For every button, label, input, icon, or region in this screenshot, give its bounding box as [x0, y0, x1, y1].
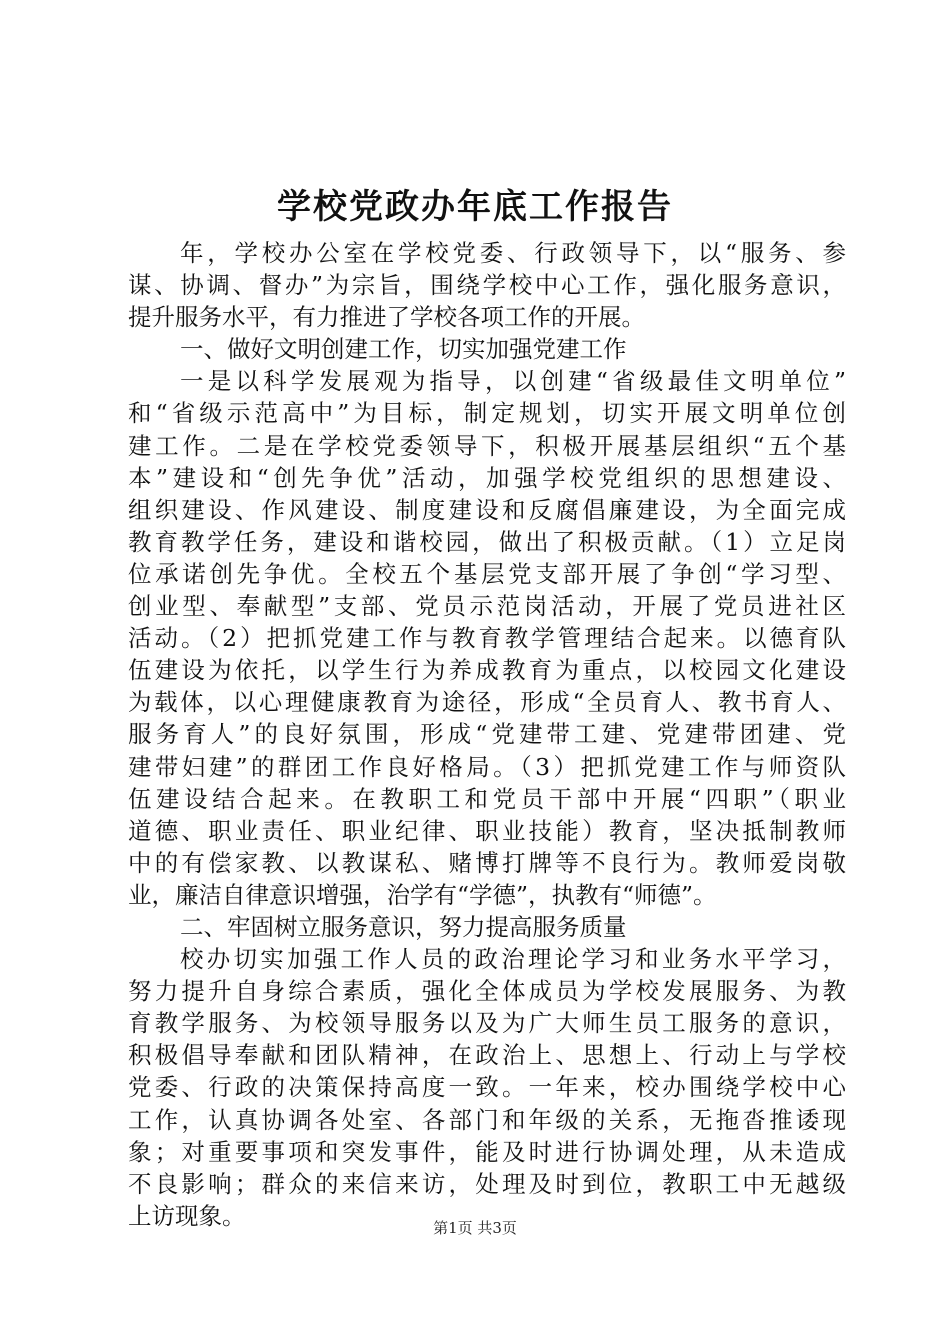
section-heading: 二、牢固树立服务意识，努力提高服务质量 — [180, 912, 627, 941]
text-line: 一是以科学发展观为指导，以创建“省级最佳文明单位” — [180, 367, 846, 396]
text-line: 中的有偿家教、以教谋私、赌博打牌等不良行为。教师爱岗敬 — [128, 848, 846, 877]
text-line: 位承诺创先争优。全校五个基层党支部开展了争创“学习型、 — [128, 559, 846, 588]
text-line: 业，廉洁自律意识增强，治学有“学德”，执教有“师德”。 — [128, 880, 717, 909]
text-line: 伍建设为依托，以学生行为养成教育为重点，以校园文化建设 — [128, 656, 846, 685]
text-line: 工作，认真协调各处室、各部门和年级的关系，无拖沓推诿现 — [128, 1105, 846, 1134]
page-number-footer: 第1页 共3页 — [433, 1219, 517, 1237]
text-line: 服务育人”的良好氛围，形成“党建带工建、党建带团建、党 — [128, 720, 846, 749]
text-line: 年，学校办公室在学校党委、行政领导下，以“服务、参 — [180, 239, 846, 267]
text-line: 建带妇建”的群团工作良好格局。（3）把抓党建工作与师资队 — [128, 752, 846, 781]
text-line: 活动。（2）把抓党建工作与教育教学管理结合起来。以德育队 — [128, 624, 846, 653]
text-line: 党委、行政的决策保持高度一致。一年来，校办围绕学校中心 — [128, 1073, 846, 1102]
section-heading: 一、做好文明创建工作，切实加强党建工作 — [180, 335, 627, 364]
text-line: 不良影响；群众的来信来访，处理及时到位，教职工中无越级 — [128, 1169, 846, 1198]
text-line: 提升服务水平，有力推进了学校各项工作的开展。 — [128, 303, 645, 332]
text-line: 积极倡导奉献和团队精神，在政治上、思想上、行动上与学校 — [128, 1041, 846, 1070]
text-line: 创业型、奉献型”支部、党员示范岗活动，开展了党员进社区 — [128, 592, 846, 621]
text-line: 育教学服务、为校领导服务以及为广大师生员工服务的意识， — [128, 1009, 846, 1038]
text-line: 谋、协调、督办”为宗旨，围绕学校中心工作，强化服务意识， — [128, 271, 846, 300]
text-line: 校办切实加强工作人员的政治理论学习和业务水平学习， — [180, 945, 846, 974]
report-body — [128, 237, 846, 1232]
text-line: 上访现象。 — [128, 1201, 246, 1230]
page-title: 学校党政办年底工作报告 — [277, 187, 673, 227]
text-line: 道德、职业责任、职业纪律、职业技能）教育，坚决抵制教师 — [128, 816, 846, 845]
text-line: 组织建设、作风建设、制度建设和反腐倡廉建设，为全面完成 — [128, 495, 846, 524]
text-line: 本”建设和“创先争优”活动，加强学校党组织的思想建设、 — [128, 463, 846, 492]
text-line: 努力提升自身综合素质，强化全体成员为学校发展服务、为教 — [128, 977, 846, 1006]
text-line: 教育教学任务，建设和谐校园，做出了积极贡献。（1）立足岗 — [128, 527, 846, 556]
text-line: 为载体，以心理健康教育为途径，形成“全员育人、教书育人、 — [128, 688, 846, 717]
text-line: 建工作。二是在学校党委领导下，积极开展基层组织“五个基 — [128, 431, 846, 460]
text-line: 和“省级示范高中”为目标，制定规划，切实开展文明单位创 — [128, 399, 846, 428]
text-line: 伍建设结合起来。在教职工和党员干部中开展“四职”（职业 — [128, 784, 846, 813]
text-line: 象；对重要事项和突发事件，能及时进行协调处理，从未造成 — [128, 1137, 846, 1166]
